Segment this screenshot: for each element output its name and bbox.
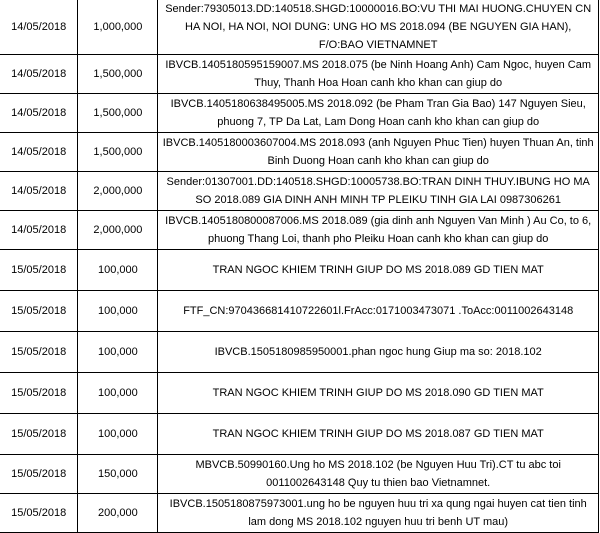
description-cell: FTF_CN:970436681410722601l.FrAcc:0171003473071 .ToAcc:0011002643148 — [158, 291, 599, 332]
description-cell: MBVCB.50990160.Ung ho MS 2018.102 (be Nguyen Huu Tri).CT tu abc toi 0011002643148 Quy tu thien bao Vietnamnet. — [158, 455, 599, 494]
amount-cell: 1,500,000 — [78, 133, 158, 172]
amount-cell: 1,500,000 — [78, 55, 158, 94]
amount-cell: 100,000 — [78, 414, 158, 455]
date-cell: 15/05/2018 — [0, 250, 78, 291]
date-cell: 15/05/2018 — [0, 291, 78, 332]
date-cell: 14/05/2018 — [0, 94, 78, 133]
description-cell: IBVCB.1505180875973001.ung ho be nguyen huu tri xa qung ngai huyen cat tien tinh lam dong MS 2018.102 nguyen huu tri benh UT mau) — [158, 494, 599, 533]
description-cell: Sender:79305013.DD:140518.SHGD:10000016.BO:VU THI MAI HUONG.CHUYEN CN HA NOI, HA NOI, NOI DUNG: UNG HO MS 2018.094 (BE NGUYEN GIA HAN), F/O:BAO VIETNAMNET — [158, 0, 599, 55]
amount-cell: 1,000,000 — [78, 0, 158, 55]
date-cell: 15/05/2018 — [0, 332, 78, 373]
table-row — [0, 133, 599, 172]
description-cell: IBVCB.1405180638495005.MS 2018.092 (be Pham Tran Gia Bao) 147 Nguyen Sieu, phuong 7, TP Da Lat, Lam Dong Hoan canh kho khan can giup do — [158, 94, 599, 133]
amount-cell: 100,000 — [78, 291, 158, 332]
amount-cell: 2,000,000 — [78, 172, 158, 211]
description-cell: IBVCB.1405180800087006.MS 2018.089 (gia dinh anh Nguyen Van Minh ) Au Co, to 6, phuong Thang Loi, thanh pho Pleiku Hoan canh kho khan can giup do — [158, 211, 599, 250]
date-cell: 15/05/2018 — [0, 455, 78, 494]
table-row — [0, 172, 599, 211]
table-row — [0, 373, 599, 414]
description-cell: TRAN NGOC KHIEM TRINH GIUP DO MS 2018.090 GD TIEN MAT — [158, 373, 599, 414]
table-row — [0, 291, 599, 332]
description-cell: TRAN NGOC KHIEM TRINH GIUP DO MS 2018.087 GD TIEN MAT — [158, 414, 599, 455]
description-cell: IBVCB.1405180595159007.MS 2018.075 (be Ninh Hoang Anh) Cam Ngoc, huyen Cam Thuy, Thanh Hoa Hoan canh kho khan can giup do — [158, 55, 599, 94]
date-cell: 14/05/2018 — [0, 55, 78, 94]
table-row — [0, 414, 599, 455]
date-cell: 14/05/2018 — [0, 211, 78, 250]
date-cell: 15/05/2018 — [0, 494, 78, 533]
amount-cell: 100,000 — [78, 332, 158, 373]
amount-cell: 200,000 — [78, 494, 158, 533]
amount-cell: 100,000 — [78, 250, 158, 291]
table-row — [0, 494, 599, 533]
table-row — [0, 332, 599, 373]
date-cell: 14/05/2018 — [0, 172, 78, 211]
table-row — [0, 455, 599, 494]
table-row — [0, 250, 599, 291]
date-cell: 14/05/2018 — [0, 0, 78, 55]
description-cell: IBVCB.1405180003607004.MS 2018.093 (anh Nguyen Phuc Tien) huyen Thuan An, tinh Binh Duong Hoan canh kho khan can giup do — [158, 133, 599, 172]
date-cell: 14/05/2018 — [0, 133, 78, 172]
table-row — [0, 0, 599, 55]
table-row — [0, 94, 599, 133]
table-row — [0, 55, 599, 94]
table-row — [0, 211, 599, 250]
amount-cell: 150,000 — [78, 455, 158, 494]
description-cell: TRAN NGOC KHIEM TRINH GIUP DO MS 2018.089 GD TIEN MAT — [158, 250, 599, 291]
amount-cell: 1,500,000 — [78, 94, 158, 133]
description-cell: IBVCB.1505180985950001.phan ngoc hung Giup ma so: 2018.102 — [158, 332, 599, 373]
amount-cell: 100,000 — [78, 373, 158, 414]
description-cell: Sender:01307001.DD:140518.SHGD:10005738.BO:TRAN DINH THUY.IBUNG HO MA SO 2018.089 GIA DINH ANH MINH TP PLEIKU TINH GIA LAI 0987306261 — [158, 172, 599, 211]
date-cell: 15/05/2018 — [0, 373, 78, 414]
amount-cell: 2,000,000 — [78, 211, 158, 250]
date-cell: 15/05/2018 — [0, 414, 78, 455]
